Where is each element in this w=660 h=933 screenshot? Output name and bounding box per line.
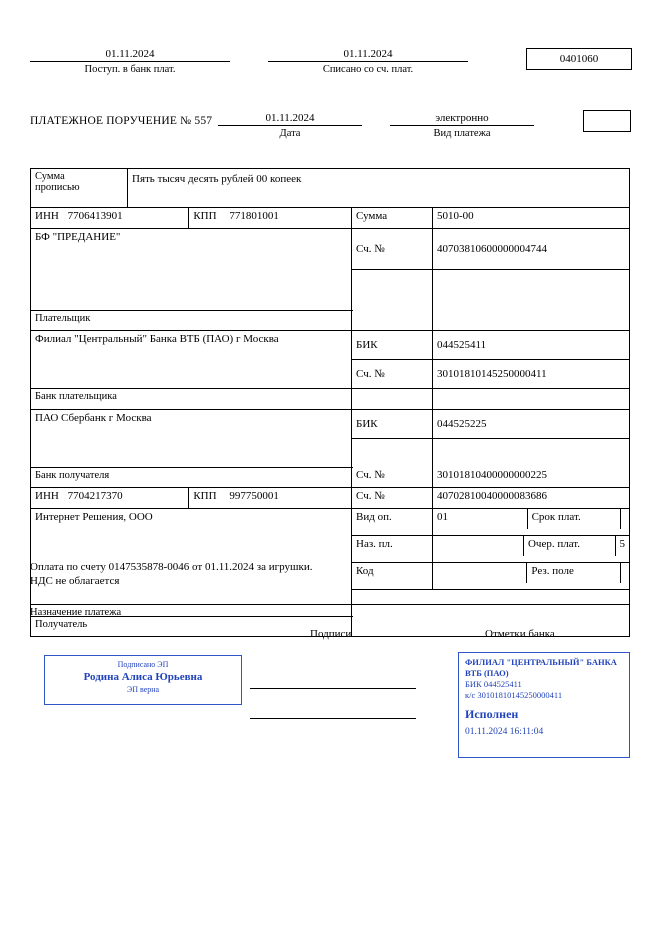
amount-words-label-line1: Сумма [35, 171, 65, 182]
purpose-caption: Назначение платежа [30, 607, 122, 618]
bank-marks-caption: Отметки банка [485, 628, 555, 640]
purpose-underline [30, 604, 630, 605]
document-date-caption: Дата [279, 128, 301, 139]
payer-account-spacer-b [433, 270, 630, 311]
received-date-caption: Поступ. в банк плат. [84, 64, 176, 75]
payee-bank-bik-label: БИК [352, 410, 433, 439]
page-title: ПЛАТЕЖНОЕ ПОРУЧЕНИЕ № 557 [30, 115, 213, 127]
signatures-caption: Подписи [310, 628, 352, 640]
payee-bank-account-label: Сч. № [352, 467, 433, 488]
code-row-cell [433, 563, 630, 590]
payer-account-label: Сч. № [352, 229, 433, 270]
payee-bank-spacer-b [433, 439, 630, 468]
payee-kpp-label: КПП [193, 490, 217, 502]
payee-name-row [31, 509, 630, 536]
queue-value: 5 [615, 536, 629, 556]
purpose-code-row-cell [433, 536, 630, 563]
payee-bank-account-value: 30101810400000000225 [433, 467, 630, 488]
op-kind-row-cell [433, 509, 630, 536]
payer-strip-b [433, 310, 630, 331]
document-date-value: 01.11.2024 [218, 112, 362, 126]
amount-words-value: Пять тысяч десять рублей 00 копеек [128, 169, 630, 208]
payment-kind-field [390, 112, 534, 139]
payee-strip-a [352, 616, 433, 637]
payer-bank-account-value: 30101810145250000411 [433, 360, 630, 389]
payment-term-value [621, 509, 630, 529]
payee-bank-caption-row [31, 467, 630, 488]
ep-stamp-line-3: ЭП верна [126, 685, 160, 694]
purpose-line-2: НДС не облагается [30, 575, 120, 587]
queue-label: Очер. плат. [523, 536, 615, 556]
code-value [433, 563, 527, 583]
payee-bank-spacer-a [352, 439, 433, 468]
payer-bank-caption-row [31, 389, 630, 410]
payer-bank-bik-label: БИК [352, 331, 433, 360]
debited-date-value: 01.11.2024 [268, 48, 468, 62]
payee-bank-bik-value: 044525225 [433, 410, 630, 439]
ops-spacer-b [433, 590, 630, 617]
code-label: Код [352, 563, 433, 590]
reserve-value [621, 563, 630, 583]
payer-name-row [31, 229, 630, 270]
amount-words-label-line2: прописью [35, 182, 80, 193]
document-date-field [218, 112, 362, 139]
payer-inn-value: 7706413901 [67, 210, 123, 222]
payer-bank-row [31, 331, 630, 360]
signature-line-2 [250, 718, 416, 719]
payee-inn-row [31, 488, 630, 509]
payee-account-label: Сч. № [352, 488, 433, 509]
debited-date-caption: Списано со сч. плат. [322, 64, 414, 75]
payee-bank-name-cell [31, 410, 352, 468]
payee-bank-name: ПАО Сбербанк г Москва [35, 412, 152, 424]
received-date-field [30, 48, 230, 75]
payee-inn-value: 7704217370 [67, 490, 123, 502]
payer-account-value: 40703810600000004744 [433, 229, 630, 270]
payer-inn-label: ИНН [35, 210, 59, 222]
ep-stamp-line-1: Подписано ЭП [117, 660, 169, 669]
payer-bank-caption: Банк плательщика [31, 389, 352, 410]
bank-stamp-bik: БИК 044525411 [465, 679, 522, 689]
payer-account-spacer-a [352, 270, 433, 311]
payee-kpp-value: 997750001 [229, 490, 279, 502]
purpose-line-1: Оплата по счету 0147535878-0046 от 01.11.2024 за игрушки. [30, 561, 313, 573]
amount-label-cell: Сумма [352, 208, 433, 229]
signature-line-1 [250, 688, 416, 689]
payer-kpp-label: КПП [193, 210, 217, 222]
payer-caption-strip [31, 310, 630, 331]
payee-account-value: 40702810040000083686 [433, 488, 630, 509]
bank-execution-stamp [458, 652, 630, 758]
payee-bank-row [31, 410, 630, 439]
payee-inn-label: ИНН [35, 490, 59, 502]
payer-bank-bik-value: 044525411 [433, 331, 630, 360]
payer-strip-a [352, 310, 433, 331]
ep-stamp-signer-name: Родина Алиса Юрьевна [83, 671, 203, 683]
purpose-code-value [433, 536, 523, 556]
bank-stamp-line-1: ФИЛИАЛ "ЦЕНТРАЛЬНЫЙ" БАНКА [465, 657, 617, 667]
payment-kind-code-box [583, 110, 631, 132]
payer-name-cell [31, 229, 352, 311]
payee-kpp-cell [189, 488, 352, 509]
payer-bank-name: Филиал "Центральный" Банка ВТБ (ПАО) г Москва [35, 333, 279, 345]
payee-inn-cell [31, 488, 189, 509]
payee-name: Интернет Решения, ООО [35, 511, 153, 523]
payer-kpp-value: 771801001 [229, 210, 279, 222]
payee-bank-caption: Банк получателя [31, 467, 352, 488]
ops-spacer-a [352, 590, 433, 617]
electronic-signature-stamp [44, 655, 242, 705]
op-kind-value: 01 [437, 511, 448, 523]
amount-words-row [31, 169, 630, 208]
payer-caption: Плательщик [31, 310, 352, 331]
bank-stamp-line-2: ВТБ (ПАО) [465, 668, 509, 678]
payer-bank-strip-a [352, 389, 433, 410]
payment-kind-value: электронно [390, 112, 534, 126]
op-kind-label: Вид оп. [352, 509, 433, 536]
reserve-label: Рез. поле [527, 563, 621, 583]
payment-kind-caption: Вид платежа [433, 128, 491, 139]
payer-inn-row [31, 208, 630, 229]
form-code-box: 0401060 [526, 48, 632, 70]
payer-inn-cell [31, 208, 189, 229]
purpose-code-label: Наз. пл. [352, 536, 433, 563]
amount-value-cell: 5010-00 [433, 208, 630, 229]
payee-caption: Получатель [31, 616, 352, 637]
received-date-value: 01.11.2024 [30, 48, 230, 62]
payer-name: БФ "ПРЕДАНИЕ" [35, 231, 121, 243]
payer-bank-strip-b [433, 389, 630, 410]
bank-stamp-corr-account: к/с 30101810145250000411 [465, 690, 563, 700]
bank-stamp-status: Исполнен [465, 707, 519, 721]
payer-kpp-cell [189, 208, 352, 229]
payer-bank-account-label: Сч. № [352, 360, 433, 389]
payer-bank-name-cell [31, 331, 352, 389]
amount-words-label-cell [31, 169, 128, 208]
payment-term-label: Срок плат. [527, 509, 620, 529]
purpose-text [30, 560, 312, 588]
bank-stamp-datetime: 01.11.2024 16:11:04 [465, 727, 544, 737]
debited-date-field [268, 48, 468, 75]
